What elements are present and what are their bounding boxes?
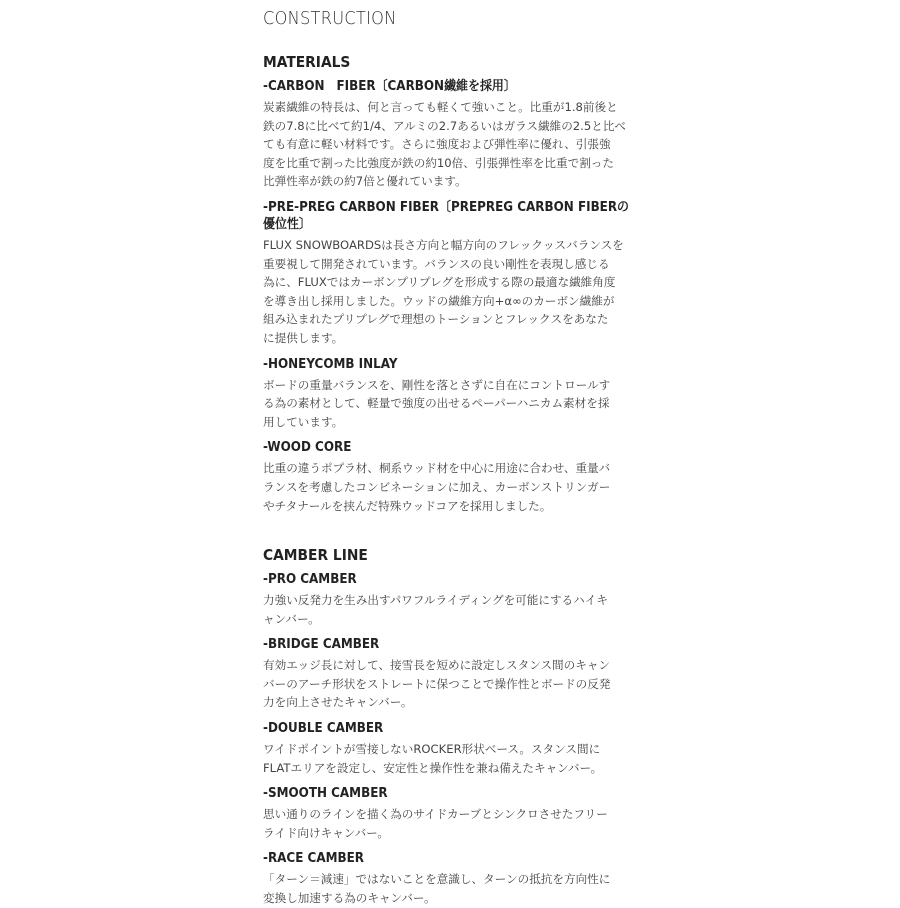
heading-line: -SMOOTH CAMBER: [263, 786, 388, 802]
body-line: 比重の違うポプラ材、桐系ウッド材を中心に用途に合わせ、重量バ: [263, 461, 611, 476]
body-line: 組み込まれたプリプレグで理想のトーションとフレックスをあなた: [263, 312, 609, 327]
heading-line: -PRO CAMBER: [263, 572, 357, 588]
subsection-heading: [263, 439, 631, 456]
heading-line: 優位性〕: [263, 216, 311, 232]
body-line: ても有意に軽い材料です。さらに強度および弾性率に優れ、引張強: [263, 137, 611, 152]
body-line: 為に、FLUXではカーボンプリプレグを形成する際の最適な繊維角度: [263, 275, 616, 290]
body-line: る為の素材として、軽量で強度の出せるペーパーハニカム素材を採: [263, 396, 610, 411]
body-line: ボードの重量バランスを、剛性を落とさずに自在にコントロールす: [263, 377, 611, 392]
subsection-heading: [263, 850, 631, 867]
heading-line: -WOOD CORE: [263, 440, 352, 456]
body-line: ャンバー。: [263, 611, 320, 626]
heading-line: -PRE-PREG CARBON FIBER〔PREPREG CARBON FIBERの: [263, 199, 630, 215]
section-heading: CAMBER LINE: [263, 546, 368, 565]
body-line: 思い通りのラインを描く為のサイドカーブとシンクロさせたフリー: [263, 807, 608, 822]
subsection-heading: [263, 720, 631, 737]
body-line: FLATエリアを設定し、安定性と操作性を兼ね備えたキャンバー。: [263, 760, 603, 775]
subsection-heading: [263, 78, 631, 95]
subsection-body: [263, 236, 663, 348]
body-line: 力を向上させたキャンバー。: [263, 695, 413, 710]
page-title: CONSTRUCTION: [263, 8, 397, 29]
subsection-heading: [263, 571, 631, 588]
subsection-heading: [263, 785, 631, 802]
subsection-body: [263, 740, 663, 777]
heading-line: -BRIDGE CAMBER: [263, 637, 380, 653]
body-line: ランスを考慮したコンビネーションに加え、カーボンストリンガー: [263, 479, 611, 494]
subsection-body: [263, 591, 663, 628]
subsection-body: [263, 459, 663, 515]
heading-line: -RACE CAMBER: [263, 851, 364, 867]
subsection-body: [263, 656, 663, 712]
subsection-body: [263, 805, 663, 842]
heading-line: -CARBON FIBER〔CARBON繊維を採用〕: [263, 79, 516, 94]
body-line: ワイドポイントが雪接しないROCKER形状ベース。スタンス間に: [263, 742, 601, 757]
body-line: FLUX SNOWBOARDSは長さ方向と幅方向のフレックッスバランスを: [263, 237, 624, 252]
body-line: 有効エッジ長に対して、接雪長を短めに設定しスタンス間のキャン: [263, 658, 611, 673]
body-line: を導き出し採用しました。ウッドの繊維方向+α∞のカーボン繊維が: [263, 293, 615, 308]
body-line: 変換し加速する為のキャンバー。: [263, 891, 436, 906]
body-line: 鉄の7.8に比べて約1/4、アルミの2.7あるいはガラス繊維の2.5と比べ: [263, 118, 627, 133]
subsection-body: [263, 98, 663, 191]
subsection-body: [263, 870, 663, 907]
body-line: 比弾性率が鉄の約7倍と優れています。: [263, 174, 467, 189]
body-line: 重要視して開発されています。バランスの良い剛性を表現し感じる: [263, 256, 610, 271]
body-line: 用しています。: [263, 414, 344, 429]
heading-line: -DOUBLE CAMBER: [263, 721, 384, 737]
heading-line: -HONEYCOMB INLAY: [263, 356, 398, 372]
body-line: 炭素繊維の特長は、何と言っても軽くて強いこと。比重が1.8前後と: [263, 100, 618, 114]
subsection-body: [263, 376, 663, 432]
body-line: 力強い反発力を生み出すパワフルライディングを可能にするハイキ: [263, 593, 608, 608]
subsection-heading: [263, 356, 631, 373]
subsection-heading: [263, 199, 631, 233]
body-line: に提供します。: [263, 330, 344, 345]
construction-document: [263, 8, 663, 908]
body-line: 度を比重で割った比強度が鉄の約10倍、引張弾性率を比重で割った: [263, 155, 614, 170]
body-line: 「ターン＝減速」ではないことを意識し、ターンの抵抗を方向性に: [263, 872, 611, 887]
body-line: バーのアーチ形状をストレートに保つことで操作性とボードの反発: [263, 676, 611, 691]
body-line: やチタナールを挟んだ特殊ウッドコアを採用しました。: [263, 498, 552, 513]
section-heading: MATERIALS: [263, 53, 351, 71]
subsection-heading: [263, 636, 631, 653]
body-line: ライド向けキャンバー。: [263, 825, 389, 840]
